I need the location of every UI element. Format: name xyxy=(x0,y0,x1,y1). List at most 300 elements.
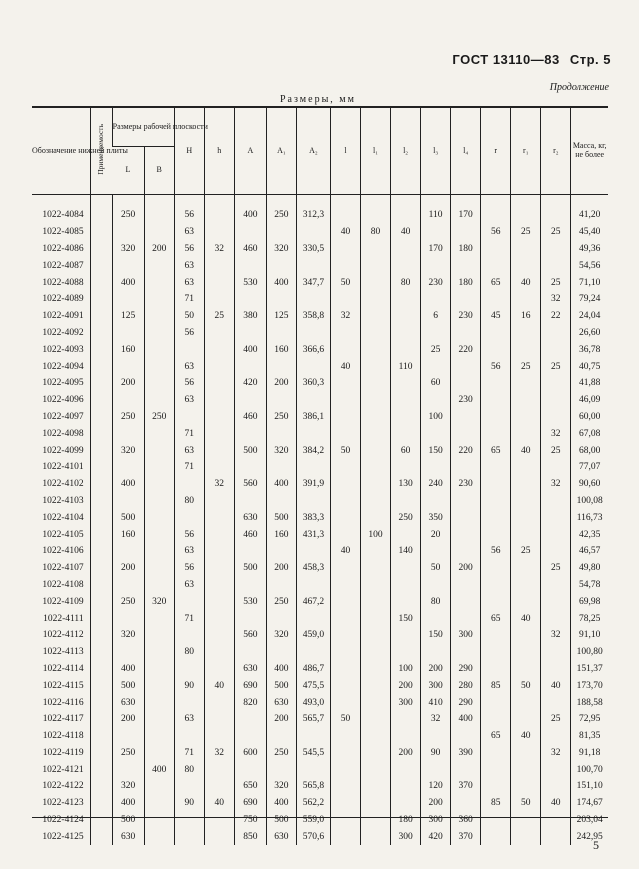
cell-l2 xyxy=(391,761,421,778)
cell-H xyxy=(174,476,204,493)
cell-l2 xyxy=(391,560,421,577)
cell-l3 xyxy=(421,425,451,442)
cell-l1 xyxy=(361,459,391,476)
col-plate-sizes: Размеры рабочей плоскости xyxy=(112,107,174,147)
cell-h xyxy=(204,358,234,375)
cell-r2: 32 xyxy=(541,627,571,644)
cell-A1 xyxy=(266,257,296,274)
cell-r xyxy=(481,560,511,577)
cell-l2: 180 xyxy=(391,812,421,829)
cell-A2: 559,0 xyxy=(296,812,330,829)
cell-applicability xyxy=(90,795,112,812)
cell-l1 xyxy=(361,442,391,459)
cell-l4 xyxy=(451,358,481,375)
cell-d: 1022-4108 xyxy=(42,579,84,590)
cell-B xyxy=(144,543,174,560)
cell-A: 690 xyxy=(234,795,266,812)
cell-l1 xyxy=(361,677,391,694)
table-row xyxy=(32,610,608,627)
cell-l1 xyxy=(361,375,391,392)
cell-L xyxy=(112,224,144,241)
cell-l: 32 xyxy=(330,308,360,325)
cell-h xyxy=(204,409,234,426)
cell-m: 91,10 xyxy=(571,627,608,644)
cell-d: 1022-4105 xyxy=(42,529,84,540)
cell-h xyxy=(204,257,234,274)
cell-A1: 250 xyxy=(266,409,296,426)
cell-l2 xyxy=(391,627,421,644)
cell-A1 xyxy=(266,291,296,308)
cell-h: 25 xyxy=(204,308,234,325)
cell-l xyxy=(330,610,360,627)
cell-l2 xyxy=(391,257,421,274)
cell-d: 1022-4113 xyxy=(42,647,84,658)
cell-A2 xyxy=(296,543,330,560)
cell-l3: 100 xyxy=(421,409,451,426)
cell-l3: 20 xyxy=(421,526,451,543)
table-row xyxy=(32,375,608,392)
cell-A2: 545,5 xyxy=(296,745,330,762)
cell-h xyxy=(204,728,234,745)
cell-A: 630 xyxy=(234,661,266,678)
cell-A1: 400 xyxy=(266,795,296,812)
cell-l4: 390 xyxy=(451,745,481,762)
cell-A1 xyxy=(266,358,296,375)
cell-r xyxy=(481,778,511,795)
cell-l2 xyxy=(391,593,421,610)
cell-h xyxy=(204,543,234,560)
cell-m: 69,98 xyxy=(571,593,608,610)
cell-H: 56 xyxy=(174,526,204,543)
cell-applicability xyxy=(90,745,112,762)
document-header xyxy=(446,52,611,67)
cell-l3 xyxy=(421,392,451,409)
cell-A: 750 xyxy=(234,812,266,829)
cell-r2 xyxy=(541,409,571,426)
cell-H: 80 xyxy=(174,493,204,510)
cell-l xyxy=(330,257,360,274)
cell-r2: 25 xyxy=(541,224,571,241)
cell-B: 200 xyxy=(144,241,174,258)
cell-L: 250 xyxy=(112,593,144,610)
cell-l3 xyxy=(421,644,451,661)
cell-m: 78,25 xyxy=(571,610,608,627)
cell-l xyxy=(330,828,360,845)
cell-l xyxy=(330,409,360,426)
cell-H xyxy=(174,694,204,711)
cell-applicability xyxy=(90,677,112,694)
cell-l2: 100 xyxy=(391,661,421,678)
cell-r1 xyxy=(511,325,541,342)
cell-l2 xyxy=(391,711,421,728)
cell-r1 xyxy=(511,761,541,778)
cell-l3 xyxy=(421,577,451,594)
cell-L: 320 xyxy=(112,627,144,644)
col-mass: Масса, кг, не более xyxy=(571,107,608,195)
cell-A: 500 xyxy=(234,442,266,459)
cell-applicability xyxy=(90,241,112,258)
table-body xyxy=(32,195,608,846)
table-row xyxy=(32,509,608,526)
cell-L xyxy=(112,425,144,442)
cell-h: 40 xyxy=(204,795,234,812)
cell-l1: 80 xyxy=(361,224,391,241)
cell-l xyxy=(330,677,360,694)
cell-m: 40,75 xyxy=(571,358,608,375)
cell-l xyxy=(330,459,360,476)
table-row xyxy=(32,728,608,745)
cell-l4 xyxy=(451,526,481,543)
cell-l xyxy=(330,241,360,258)
cell-r: 65 xyxy=(481,442,511,459)
cell-H: 56 xyxy=(174,325,204,342)
cell-h xyxy=(204,526,234,543)
col-B: B xyxy=(144,147,174,195)
cell-r xyxy=(481,526,511,543)
table-row xyxy=(32,241,608,258)
cell-l4 xyxy=(451,543,481,560)
cell-B xyxy=(144,493,174,510)
cell-d: 1022-4114 xyxy=(42,663,84,674)
cell-A2: 459,0 xyxy=(296,627,330,644)
cell-A2: 475,5 xyxy=(296,677,330,694)
cell-A2: 347,7 xyxy=(296,274,330,291)
cell-A1 xyxy=(266,392,296,409)
cell-m: 49,80 xyxy=(571,560,608,577)
cell-L xyxy=(112,358,144,375)
cell-applicability xyxy=(90,224,112,241)
cell-d: 1022-4099 xyxy=(42,445,84,456)
cell-r2: 32 xyxy=(541,425,571,442)
table-row xyxy=(32,291,608,308)
cell-d: 1022-4117 xyxy=(42,714,84,725)
cell-h xyxy=(204,644,234,661)
cell-applicability xyxy=(90,560,112,577)
cell-d: 1022-4087 xyxy=(42,260,84,271)
cell-l1 xyxy=(361,341,391,358)
table-row xyxy=(32,308,608,325)
cell-l xyxy=(330,526,360,543)
cell-L: 200 xyxy=(112,375,144,392)
cell-applicability xyxy=(90,442,112,459)
cell-r: 65 xyxy=(481,274,511,291)
cell-d: 1022-4103 xyxy=(42,495,84,506)
cell-H: 80 xyxy=(174,761,204,778)
cell-A1: 250 xyxy=(266,195,296,224)
cell-r1 xyxy=(511,627,541,644)
cell-l1 xyxy=(361,358,391,375)
cell-l2: 300 xyxy=(391,828,421,845)
cell-A2: 562,2 xyxy=(296,795,330,812)
cell-l1 xyxy=(361,644,391,661)
cell-H xyxy=(174,509,204,526)
cell-m: 41,20 xyxy=(571,195,608,224)
cell-l4 xyxy=(451,509,481,526)
cell-l1 xyxy=(361,795,391,812)
cell-A xyxy=(234,257,266,274)
cell-r2 xyxy=(541,728,571,745)
cell-A1: 200 xyxy=(266,711,296,728)
col-L: L xyxy=(112,147,144,195)
cell-m: 46,57 xyxy=(571,543,608,560)
cell-l3: 6 xyxy=(421,308,451,325)
cell-B xyxy=(144,711,174,728)
cell-A xyxy=(234,761,266,778)
cell-r1: 40 xyxy=(511,442,541,459)
cell-r2: 32 xyxy=(541,745,571,762)
cell-A1 xyxy=(266,728,296,745)
cell-r: 85 xyxy=(481,795,511,812)
cell-L: 400 xyxy=(112,661,144,678)
table-row xyxy=(32,577,608,594)
standard-number: ГОСТ 13110—83 xyxy=(452,52,560,67)
cell-h xyxy=(204,375,234,392)
cell-r2: 22 xyxy=(541,308,571,325)
cell-l2 xyxy=(391,291,421,308)
cell-l1 xyxy=(361,425,391,442)
cell-r xyxy=(481,325,511,342)
cell-l2: 300 xyxy=(391,694,421,711)
table-row xyxy=(32,661,608,678)
cell-r2 xyxy=(541,812,571,829)
cell-d: 1022-4119 xyxy=(42,747,84,758)
cell-d: 1022-4084 xyxy=(42,210,84,221)
cell-A xyxy=(234,425,266,442)
cell-B xyxy=(144,778,174,795)
cell-l1: 100 xyxy=(361,526,391,543)
applicability-label: Применяемость xyxy=(95,124,105,175)
cell-A1: 400 xyxy=(266,274,296,291)
cell-B xyxy=(144,828,174,845)
col-r1: r₁ xyxy=(511,107,541,195)
cell-r2 xyxy=(541,493,571,510)
cell-A xyxy=(234,577,266,594)
cell-applicability xyxy=(90,274,112,291)
cell-l4: 400 xyxy=(451,711,481,728)
cell-r2 xyxy=(541,593,571,610)
cell-A2 xyxy=(296,224,330,241)
cell-A1 xyxy=(266,644,296,661)
cell-H xyxy=(174,661,204,678)
cell-l4 xyxy=(451,610,481,627)
cell-r1 xyxy=(511,593,541,610)
cell-l xyxy=(330,745,360,762)
cell-l xyxy=(330,392,360,409)
cell-d: 1022-4086 xyxy=(42,243,84,254)
cell-r2 xyxy=(541,257,571,274)
cell-r xyxy=(481,761,511,778)
cell-l3 xyxy=(421,291,451,308)
cell-m: 67,08 xyxy=(571,425,608,442)
cell-m: 26,60 xyxy=(571,325,608,342)
cell-A xyxy=(234,358,266,375)
cell-l2 xyxy=(391,459,421,476)
cell-r2 xyxy=(541,694,571,711)
cell-h xyxy=(204,224,234,241)
cell-A1: 200 xyxy=(266,375,296,392)
cell-L xyxy=(112,291,144,308)
cell-H: 63 xyxy=(174,358,204,375)
cell-l3 xyxy=(421,459,451,476)
cell-l1 xyxy=(361,593,391,610)
cell-r1: 40 xyxy=(511,610,541,627)
cell-h xyxy=(204,560,234,577)
cell-m: 46,09 xyxy=(571,392,608,409)
cell-H xyxy=(174,627,204,644)
cell-r1: 25 xyxy=(511,358,541,375)
cell-l3: 150 xyxy=(421,627,451,644)
cell-r2 xyxy=(541,577,571,594)
cell-l2: 60 xyxy=(391,442,421,459)
cell-A1: 320 xyxy=(266,241,296,258)
cell-B xyxy=(144,526,174,543)
cell-L xyxy=(112,728,144,745)
cell-l xyxy=(330,627,360,644)
cell-A2 xyxy=(296,728,330,745)
col-H: H xyxy=(174,107,204,195)
cell-applicability xyxy=(90,392,112,409)
cell-A: 560 xyxy=(234,476,266,493)
cell-L xyxy=(112,325,144,342)
cell-l3 xyxy=(421,358,451,375)
cell-H: 50 xyxy=(174,308,204,325)
cell-l xyxy=(330,291,360,308)
cell-r: 45 xyxy=(481,308,511,325)
cell-l xyxy=(330,195,360,224)
cell-L: 400 xyxy=(112,795,144,812)
cell-r2 xyxy=(541,761,571,778)
cell-d: 1022-4118 xyxy=(42,731,84,742)
cell-B xyxy=(144,694,174,711)
cell-A1: 400 xyxy=(266,661,296,678)
cell-B xyxy=(144,459,174,476)
cell-H xyxy=(174,728,204,745)
cell-l xyxy=(330,476,360,493)
cell-l1 xyxy=(361,610,391,627)
cell-r2: 40 xyxy=(541,677,571,694)
cell-l4: 300 xyxy=(451,627,481,644)
cell-B xyxy=(144,325,174,342)
cell-applicability xyxy=(90,644,112,661)
cell-B xyxy=(144,560,174,577)
table-row xyxy=(32,593,608,610)
cell-L xyxy=(112,543,144,560)
cell-h xyxy=(204,610,234,627)
cell-l xyxy=(330,375,360,392)
cell-h xyxy=(204,627,234,644)
cell-l4 xyxy=(451,257,481,274)
cell-l1 xyxy=(361,728,391,745)
cell-H: 71 xyxy=(174,425,204,442)
cell-L: 160 xyxy=(112,526,144,543)
page-label: Стр. 5 xyxy=(569,52,611,67)
cell-l3 xyxy=(421,761,451,778)
cell-l xyxy=(330,761,360,778)
cell-A2 xyxy=(296,577,330,594)
cell-H: 63 xyxy=(174,711,204,728)
cell-l2 xyxy=(391,493,421,510)
sizes-caption: Размеры, мм xyxy=(280,94,356,105)
cell-l4 xyxy=(451,728,481,745)
cell-l4 xyxy=(451,577,481,594)
table-row xyxy=(32,425,608,442)
cell-r xyxy=(481,745,511,762)
col-r: r xyxy=(481,107,511,195)
cell-A1: 320 xyxy=(266,778,296,795)
cell-l1 xyxy=(361,577,391,594)
table-row xyxy=(32,325,608,342)
cell-l2: 40 xyxy=(391,224,421,241)
cell-l: 40 xyxy=(330,224,360,241)
cell-m: 173,70 xyxy=(571,677,608,694)
cell-l3: 350 xyxy=(421,509,451,526)
cell-l xyxy=(330,795,360,812)
cell-m: 203,04 xyxy=(571,812,608,829)
cell-A xyxy=(234,543,266,560)
table-row xyxy=(32,627,608,644)
cell-r xyxy=(481,644,511,661)
cell-A: 820 xyxy=(234,694,266,711)
cell-m: 45,40 xyxy=(571,224,608,241)
cell-m: 188,58 xyxy=(571,694,608,711)
cell-B xyxy=(144,644,174,661)
cell-l4 xyxy=(451,409,481,426)
cell-A1 xyxy=(266,493,296,510)
cell-B xyxy=(144,728,174,745)
cell-A2 xyxy=(296,257,330,274)
cell-h: 32 xyxy=(204,476,234,493)
cell-r: 56 xyxy=(481,224,511,241)
cell-l1 xyxy=(361,325,391,342)
cell-A1: 250 xyxy=(266,593,296,610)
cell-applicability xyxy=(90,661,112,678)
cell-B xyxy=(144,375,174,392)
cell-h xyxy=(204,593,234,610)
cell-B xyxy=(144,509,174,526)
cell-applicability xyxy=(90,593,112,610)
cell-d: 1022-4116 xyxy=(42,697,84,708)
cell-A2: 358,8 xyxy=(296,308,330,325)
cell-B xyxy=(144,476,174,493)
cell-l3: 110 xyxy=(421,195,451,224)
cell-r2 xyxy=(541,610,571,627)
cell-r1 xyxy=(511,291,541,308)
cell-applicability xyxy=(90,627,112,644)
cell-A: 560 xyxy=(234,627,266,644)
cell-r xyxy=(481,392,511,409)
cell-l1 xyxy=(361,694,391,711)
cell-l2: 200 xyxy=(391,745,421,762)
cell-h xyxy=(204,694,234,711)
cell-l3 xyxy=(421,325,451,342)
continuation-label: Продолжение xyxy=(549,82,609,93)
cell-r2: 25 xyxy=(541,274,571,291)
cell-A: 850 xyxy=(234,828,266,845)
cell-d: 1022-4111 xyxy=(43,613,84,624)
cell-r1 xyxy=(511,257,541,274)
cell-L xyxy=(112,761,144,778)
cell-l2 xyxy=(391,308,421,325)
col-l1: l₁ xyxy=(361,107,391,195)
col-A2: A₂ xyxy=(296,107,330,195)
cell-l xyxy=(330,644,360,661)
cell-l2: 200 xyxy=(391,677,421,694)
cell-B: 400 xyxy=(144,761,174,778)
cell-m: 79,24 xyxy=(571,291,608,308)
cell-A1: 160 xyxy=(266,341,296,358)
cell-A1: 500 xyxy=(266,509,296,526)
cell-l4 xyxy=(451,224,481,241)
